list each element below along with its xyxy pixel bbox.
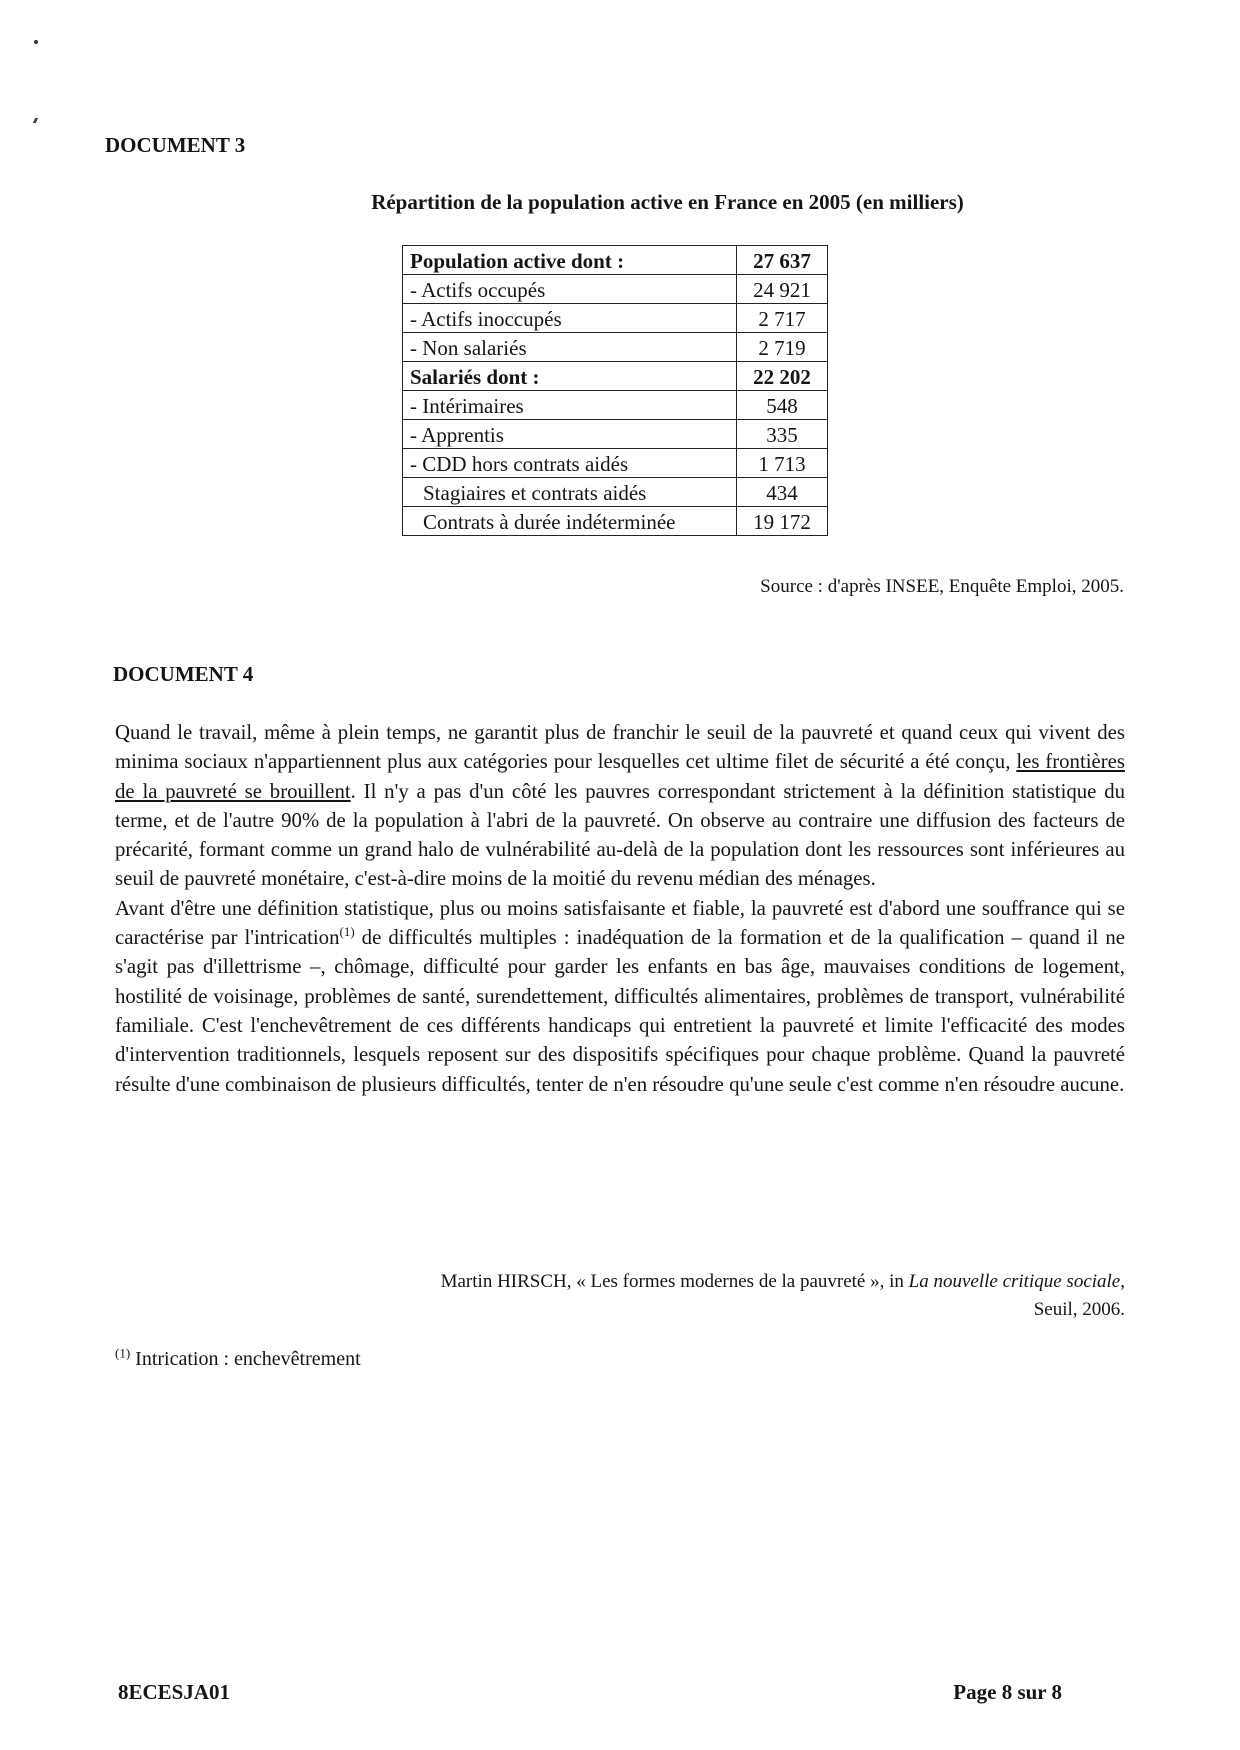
exam-code: 8ECESJA01 — [118, 1680, 231, 1704]
row-label: - Intérimaires — [403, 391, 737, 420]
footnote-marker: (1) — [115, 1345, 131, 1361]
page-number: Page 8 sur 8 — [953, 1680, 1062, 1704]
row-value: 19 172 — [737, 507, 828, 536]
table-row — [403, 275, 828, 304]
row-label: Contrats à durée indéterminée — [403, 507, 737, 536]
citation-text: Martin HIRSCH, « Les formes modernes de la pauvreté », in — [440, 1271, 909, 1292]
doc3-heading: DOCUMENT 3 — [105, 133, 246, 157]
doc3-table-title: Répartition de la population active en France en 2005 (en milliers) — [371, 190, 964, 214]
table-row — [403, 391, 828, 420]
table-row — [403, 362, 828, 391]
row-label: - Apprentis — [403, 420, 737, 449]
row-value: 434 — [737, 478, 828, 507]
row-label: - CDD hors contrats aidés — [403, 449, 737, 478]
underlined-text: les frontières de la pauvreté se brouillent — [115, 750, 1125, 803]
doc4-citation — [441, 1268, 1125, 1324]
row-label: - Actifs inoccupés — [403, 304, 737, 333]
row-value: 1 713 — [737, 449, 828, 478]
paragraph — [115, 894, 1125, 1099]
row-label: Salariés dont : — [403, 362, 737, 391]
row-value: 24 921 — [737, 275, 828, 304]
table-row — [403, 333, 828, 362]
row-value: 27 637 — [737, 246, 828, 275]
citation-title: La nouvelle critique sociale — [908, 1271, 1121, 1292]
row-label: Population active dont : — [403, 246, 737, 275]
table-row — [403, 449, 828, 478]
paragraph — [115, 718, 1125, 894]
table-row — [403, 304, 828, 333]
row-value: 548 — [737, 391, 828, 420]
doc3-source: Source : d'après INSEE, Enquête Emploi, 2005. — [760, 576, 1124, 597]
population-table — [402, 245, 828, 536]
text-span: . Il n'y a pas d'un côté les pauvres correspondant strictement à la définition statistique du terme, et de l'autre 90% de la population à l'abri de la pauvreté. On observe au contraire une diffusion des facteurs de précarité, formant comme un grand halo de vulnérabilité au-delà de la population dont les ressources sont inférieures au seuil de pauvreté monétaire, c'est-à-dire moins de la moitié du revenu médian des ménages. — [115, 779, 1125, 891]
row-label: - Actifs occupés — [403, 275, 737, 304]
text-span: Quand le travail, même à plein temps, ne garantit plus de franchir le seuil de la pauvreté et quand ceux qui vivent des minima sociaux n'appartiennent plus aux catégories pour lesquelles cet ultime filet de sécurité a été conçu, — [115, 721, 1125, 774]
citation-publisher: Seuil, 2006. — [1033, 1299, 1125, 1320]
footnote-ref: (1) — [339, 924, 355, 940]
text-span: Avant d'être une définition statistique, plus ou moins satisfaisante et fiable, la pauvreté est d'abord une souffrance qui se caractérise par l'intrication — [115, 896, 1125, 950]
table-row — [403, 420, 828, 449]
row-value: 335 — [737, 420, 828, 449]
table-row — [403, 507, 828, 536]
doc4-heading: DOCUMENT 4 — [113, 662, 254, 686]
footnote — [115, 1345, 361, 1371]
row-value: 22 202 — [737, 362, 828, 391]
scan-mark — [33, 118, 38, 123]
row-value: 2 719 — [737, 333, 828, 362]
table-row — [403, 478, 828, 507]
citation-text: , — [1120, 1271, 1125, 1292]
table-row — [403, 246, 828, 275]
text-span: de difficultés multiples : inadéquation de la formation et de la qualification – quand il ne s'agit pas d'illettrisme –, chômage, difficulté pour garder les enfants en bas âge, mauvaises conditions de logement, hostilité de voisinage, problèmes de santé, surendettement, difficultés alimentaires, problèmes de transport, vulnérabilité familiale. C'est l'enchevêtrement de ces différents handicaps qui entretient la pauvreté et limite l'efficacité des modes d'intervention traditionnels, lesquels reposent sur des dispositifs spécifiques pour chaque problème. Quand la pauvreté résulte d'une combinaison de plusieurs difficultés, tenter de n'en résoudre qu'une seule c'est comme n'en résoudre aucune. — [115, 926, 1125, 1096]
doc4-body — [115, 718, 1125, 1099]
row-value: 2 717 — [737, 304, 828, 333]
footnote-text: Intrication : enchevêtrement — [130, 1348, 361, 1370]
row-label: - Non salariés — [403, 333, 737, 362]
scan-mark — [34, 40, 38, 44]
row-label: Stagiaires et contrats aidés — [403, 478, 737, 507]
